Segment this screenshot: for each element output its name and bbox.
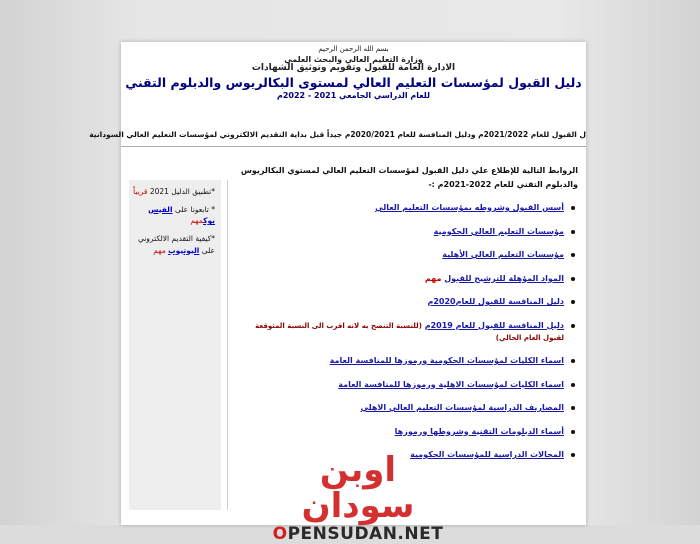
watermark-latin xyxy=(258,524,458,544)
sidebar xyxy=(129,180,221,510)
youtube-link[interactable]: اليوتيوب xyxy=(168,245,200,255)
facebook-link[interactable]: الفيس بوك xyxy=(148,204,215,226)
list-item xyxy=(233,402,564,414)
link-private-colleges-codes[interactable]: اسماء الكليات لمؤسسات الاهلية ورموزها للمنافسة العامة xyxy=(338,379,564,389)
link-technical-diplomas[interactable]: أسماء الدبلومات التقنية وشروطها ورموزها xyxy=(394,426,564,436)
link-study-fields[interactable]: المجالات الدراسية للمؤسسات الحكومية xyxy=(410,450,564,459)
watermark-rest: PENSUDAN.NET xyxy=(287,524,444,544)
sidebar-item-label: *تطبيق الدليل 2021 xyxy=(149,187,215,196)
sidebar-item-label: *كيفية التقديم الالكتروني على xyxy=(137,233,215,255)
watermark-arabic: اوبن سودان xyxy=(301,450,415,526)
sidebar-item-label: * تابعونا على xyxy=(174,204,215,214)
list-item xyxy=(233,426,564,438)
link-competition-guide-2020[interactable]: دليل المنافسة للقبول للعام2020م xyxy=(427,297,564,306)
link-qualifying-subjects[interactable]: المواد المؤهلة للترشيح للقبول xyxy=(444,273,564,283)
intro-text: الروابط التالية للإطلاع علي دليل القبول لمؤسسات التعليم العالي لمستوي البكالريوس والدبلوم التقني للعام 2022-2021م :- xyxy=(240,166,578,189)
page-title: دليل القبول لمؤسسات التعليم العالي لمستوى البكالريوس والدبلوم التقني xyxy=(125,75,582,91)
page-header xyxy=(121,42,586,124)
sidebar-item-app xyxy=(133,186,215,198)
watermark-o-letter: O xyxy=(272,524,288,544)
link-private-institutions[interactable]: مؤسسات التعليم العالي الأهلية xyxy=(442,250,564,259)
header-divider xyxy=(121,146,586,147)
sidebar-item-facebook xyxy=(133,204,215,227)
department-name: الادارة العامة للقبول وتقويم وتوثيق الشهادات xyxy=(251,63,456,74)
news-marquee: ل القبول للعام 2021/2022م ودليل المنافسة للعام 2020/2021م جيداً قبل بداية التقديم الالكتروني لمؤسسات التعليم العالي السودانية xyxy=(89,130,586,139)
link-government-institutions[interactable]: مؤسسات التعليم العالي الحكومية xyxy=(433,226,564,236)
list-item xyxy=(233,202,564,214)
list-item xyxy=(233,355,564,367)
bismillah-text: بسم الله الرحمن الرحيم xyxy=(318,45,389,53)
link-government-colleges-codes[interactable]: اسماء الكليات لمؤسسات الحكومية ورموزها للمنافسة العامة xyxy=(329,356,564,365)
list-item xyxy=(233,249,564,261)
link-competition-guide-2019[interactable]: دليل المنافسة للقبول للعام 2019م xyxy=(424,320,564,330)
list-item xyxy=(233,379,564,391)
list-item xyxy=(233,226,564,238)
list-item xyxy=(233,320,564,344)
important-tag: مهم xyxy=(190,216,204,226)
web-page xyxy=(89,42,586,525)
recommendation-note: (للنسبة التنصح به لانه اقرب الى النسبة المتوقعة لقبول العام الحالي) xyxy=(255,321,564,342)
link-admission-rules[interactable]: أسس القبول وشروطه بمؤسسات التعليم العالي xyxy=(375,203,564,212)
links-list xyxy=(233,202,578,461)
list-item xyxy=(233,449,564,461)
list-item xyxy=(233,273,564,285)
sidebar-item-youtube xyxy=(133,233,215,256)
soon-tag: قريباً xyxy=(133,187,148,196)
important-tag: مهم xyxy=(424,273,442,283)
list-item xyxy=(233,296,564,308)
main-content xyxy=(233,164,578,473)
link-tuition-fees[interactable]: المصاريف الدراسية لمؤسسات التعليم العالي الاهلي xyxy=(360,403,564,412)
academic-year: للعام الدراسي الجامعي 2021 - 2022م xyxy=(276,91,431,101)
ministry-name: وزارة التعليم العالي والبحث العلمي xyxy=(284,54,423,64)
sidebar-divider xyxy=(227,180,228,510)
important-tag: مهم xyxy=(153,245,166,255)
